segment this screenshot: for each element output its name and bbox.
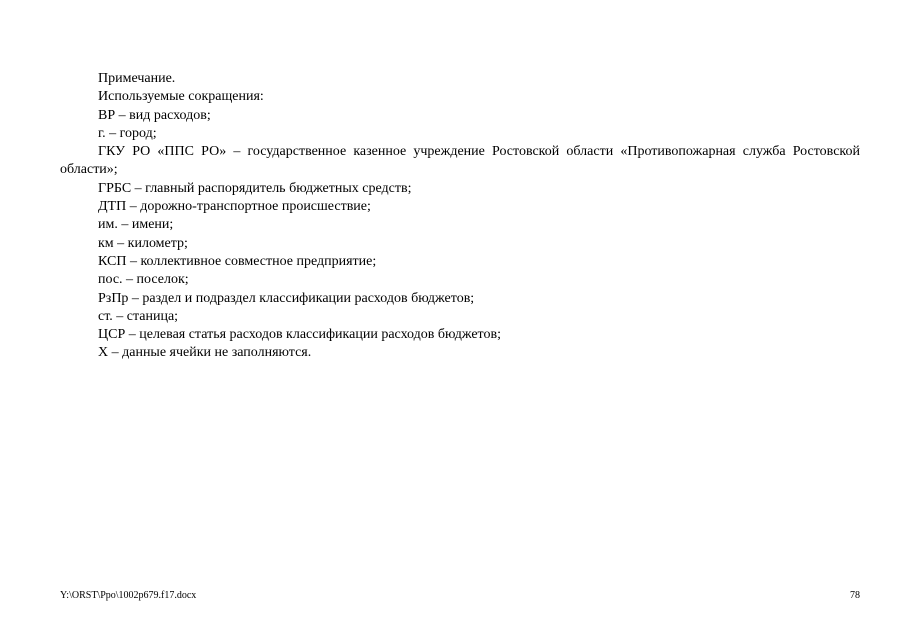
abbreviation-item-st: ст. – станица;: [98, 308, 179, 324]
abbreviation-item-g: г. – город;: [98, 125, 157, 141]
abbreviation-item-im: им. – имени;: [98, 217, 174, 233]
abbreviations-heading: Используемые сокращения:: [98, 89, 264, 105]
abbreviation-item-vr: ВР – вид расходов;: [98, 107, 211, 123]
abbreviation-item-ksp: КСП – коллективное совместное предприятие;: [98, 253, 377, 269]
abbreviation-item-dtp: ДТП – дорожно-транспортное происшествие;: [98, 199, 371, 215]
footer-file-path: Y:\ORST\Ppo\1002p679.f17.docx: [60, 590, 197, 601]
abbreviation-item-km: км – километр;: [98, 235, 188, 251]
document-body: [60, 70, 860, 363]
abbreviation-item-gku-ro-pps-ro: ГКУ РО «ППС РО» – государственное казенное учреждение Ростовской области «Противопожарная служба Ростовской области»;: [60, 144, 860, 178]
abbreviation-item-pos: пос. – поселок;: [98, 272, 189, 288]
abbreviation-item-grbs: ГРБС – главный распорядитель бюджетных средств;: [98, 180, 412, 196]
abbreviation-item-csr: ЦСР – целевая статья расходов классификации расходов бюджетов;: [98, 327, 501, 343]
abbreviation-item-x: Х – данные ячейки не заполняются.: [98, 345, 312, 361]
footer-page-number: 78: [850, 590, 860, 601]
note-heading: Примечание.: [98, 71, 176, 86]
abbreviation-item-rzpr: РзПр – раздел и подраздел классификации расходов бюджетов;: [98, 290, 475, 306]
